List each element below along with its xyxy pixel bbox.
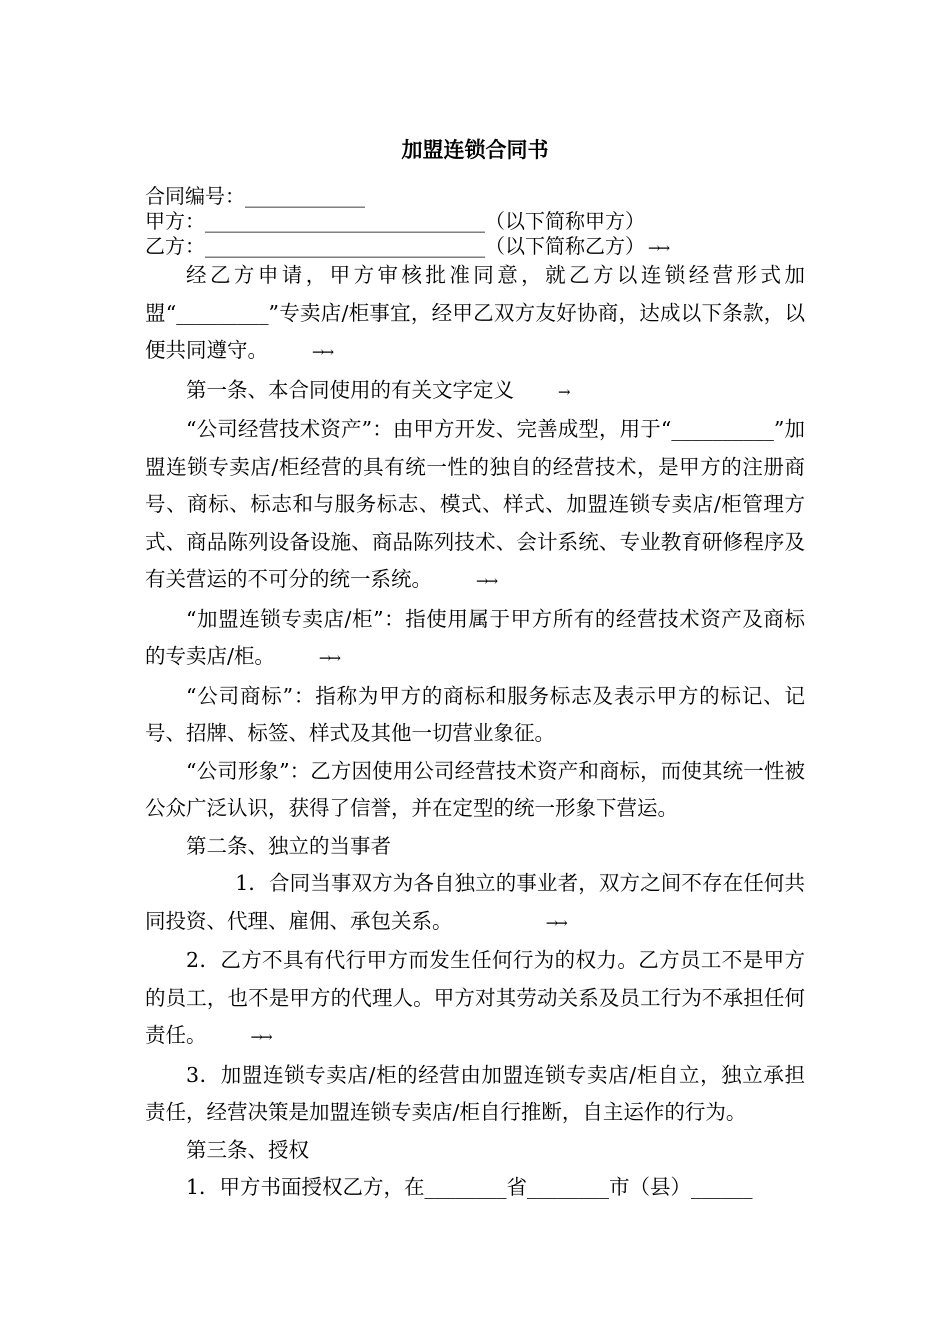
contract-header xyxy=(145,184,815,259)
section-heading xyxy=(145,828,805,866)
party-a-line: 甲方：____________________________（以下简称甲方） xyxy=(145,209,645,233)
paragraph-text: 3．加盟连锁专卖店/柜的经营由加盟连锁专卖店/柜自立，独立承担责任，经营决策是加盟连锁专卖店/柜自行推断，自主运作的行为。 xyxy=(145,1062,805,1124)
paragraph-mark-icon: →→ xyxy=(648,239,668,257)
contract-body xyxy=(145,257,805,1207)
section-heading xyxy=(145,372,805,412)
paragraph-text: “公司经营技术资产”：由甲方开发、完善成型，用于“__________”加盟连锁专卖店/柜经营的具有统一性的独自的经营技术，是甲方的注册商号、商标、标志和与服务标志、模式、样式、加盟连锁专卖店/柜管理方式、商品陈列设备设施、商品陈列技术、会计系统、专业教育研修程序及有关营运的不可分的统一系统。 xyxy=(145,417,805,591)
section-heading xyxy=(145,1132,805,1170)
contract-paragraph xyxy=(145,1169,805,1207)
document-title: 加盟连锁合同书 xyxy=(401,138,549,162)
paragraph-text: “公司形象”：乙方因使用公司经营技术资产和商标，而使其统一性被公众广泛认识，获得了信誉，并在定型的统一形象下营运。 xyxy=(145,758,805,820)
paragraph-text: 第三条、授权 xyxy=(186,1137,309,1162)
contract-number-line: 合同编号：____________ xyxy=(145,184,365,208)
paragraph-mark-icon: →→ xyxy=(250,1028,270,1046)
contract-paragraph xyxy=(145,678,805,753)
paragraph-mark-icon: →→ xyxy=(545,913,565,932)
contract-paragraph xyxy=(145,865,805,942)
paragraph-text: “公司商标”：指称为甲方的商标和服务标志及表示甲方的标记、记号、招牌、标签、样式及其他一切营业象征。 xyxy=(145,683,805,745)
party-b-line xyxy=(145,234,815,259)
contract-paragraph xyxy=(145,942,805,1057)
paragraph-text: 第一条、本合同使用的有关文字定义 xyxy=(186,377,514,402)
contract-paragraph xyxy=(145,753,805,828)
paragraph-mark-icon: →→ xyxy=(312,343,332,361)
paragraph-mark-icon: →→ xyxy=(318,649,339,667)
contract-paragraph xyxy=(145,257,805,372)
paragraph-text: 1．甲方书面授权乙方，在________省________市（县）______ xyxy=(186,1175,753,1199)
party-b-text: 乙方：____________________________（以下简称乙方） xyxy=(145,234,645,258)
contract-paragraph xyxy=(145,411,805,601)
paragraph-text: 经乙方申请，甲方审核批准同意，就乙方以连锁经营形式加盟“_________”专卖店/柜事宜，经甲乙双方友好协商，达成以下条款，以便共同遵守。 xyxy=(145,263,805,362)
paragraph-text: 1．合同当事双方为各自独立的事业者，双方之间不存在任何共同投资、代理、雇佣、承包关系。 xyxy=(145,871,805,933)
paragraph-text: 第二条、独立的当事者 xyxy=(186,833,391,858)
contract-paragraph xyxy=(145,1057,805,1132)
contract-paragraph xyxy=(145,601,805,678)
paragraph-mark-icon: → xyxy=(558,382,568,401)
paragraph-text: “加盟连锁专卖店/柜”：指使用属于甲方所有的经营技术资产及商标的专卖店/柜。 xyxy=(145,606,805,668)
paragraph-text: 2．乙方不具有代行甲方而发生任何行为的权力。乙方员工不是甲方的员工，也不是甲方的代理人。甲方对其劳动关系及员工行为不承担任何责任。 xyxy=(145,948,805,1047)
paragraph-mark-icon: →→ xyxy=(476,572,496,590)
